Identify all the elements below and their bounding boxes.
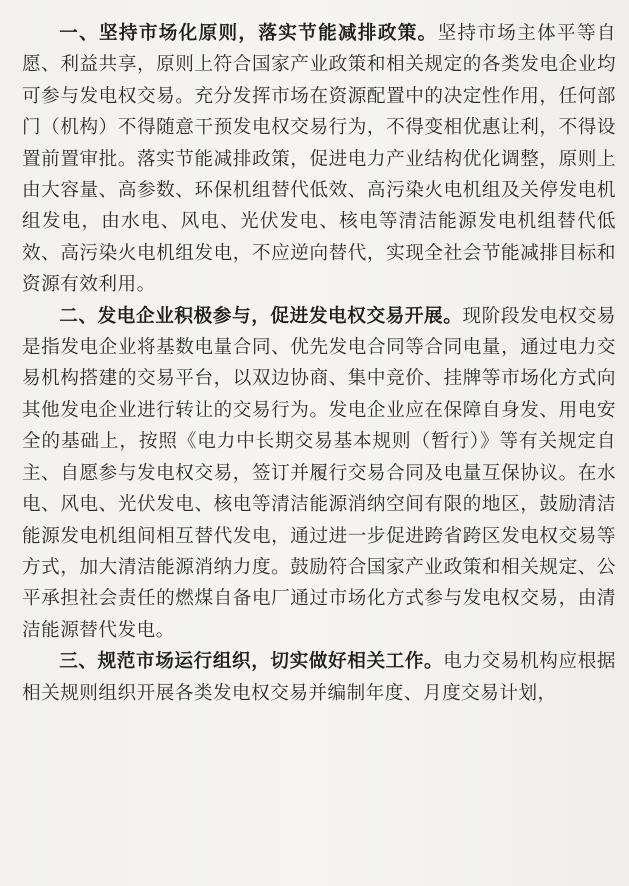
paragraph-3	[22, 646, 616, 709]
document-body	[22, 18, 616, 709]
paragraph-1-heading: 一、坚持市场化原则，落实节能减排政策。	[59, 23, 438, 44]
paragraph-2	[22, 301, 616, 646]
paragraph-1	[22, 18, 616, 301]
paragraph-3-heading: 三、规范市场运行组织，切实做好相关工作。	[59, 651, 444, 673]
paragraph-3-text: 电力交易机构应根据相关规则组织开展各类发电权交易并编制年度、月度交易计划，	[22, 651, 616, 704]
paragraph-2-heading: 二、发电企业积极参与，促进发电权交易开展。	[59, 305, 463, 327]
paragraph-1-text: 坚持市场主体平等自愿、利益共享，原则上符合国家产业政策和相关规定的各类发电企业均可参与发电权交易。充分发挥市场在资源配置中的决定性作用，任何部门（机构）不得随意干预发电权交易行为，不得变相优惠让利，不得设置前置审批。落实节能减排政策，促进电力产业结构优化调整，原则上由大容量、高参数、环保机组替代低效、高污染火电机组及关停发电机组发电，由水电、风电、光伏发电、核电等清洁能源发电机组替代低效、高污染火电机组发电，不应逆向替代，实现全社会节能减排目标和资源有效利用。	[22, 23, 616, 296]
paragraph-2-text: 现阶段发电权交易是指发电企业将基数电量合同、优先发电合同等合同电量，通过电力交易机构搭建的交易平台，以双边协商、集中竞价、挂牌等市场化方式向其他发电企业进行转让的交易行为。发电企业应在保障自身发、用电安全的基础上，按照《电力中长期交易基本规则（暂行）》等有关规定自主、自愿参与发电权交易，签订并履行交易合同及电量互保协议。在水电、风电、光伏发电、核电等清洁能源消纳空间有限的地区，鼓励清洁能源发电机组间相互替代发电，通过进一步促进跨省跨区发电权交易等方式，加大清洁能源消纳力度。鼓励符合国家产业政策和相关规定、公平承担社会责任的燃煤自备电厂通过市场化方式参与发电权交易，由清洁能源替代发电。	[22, 305, 616, 641]
